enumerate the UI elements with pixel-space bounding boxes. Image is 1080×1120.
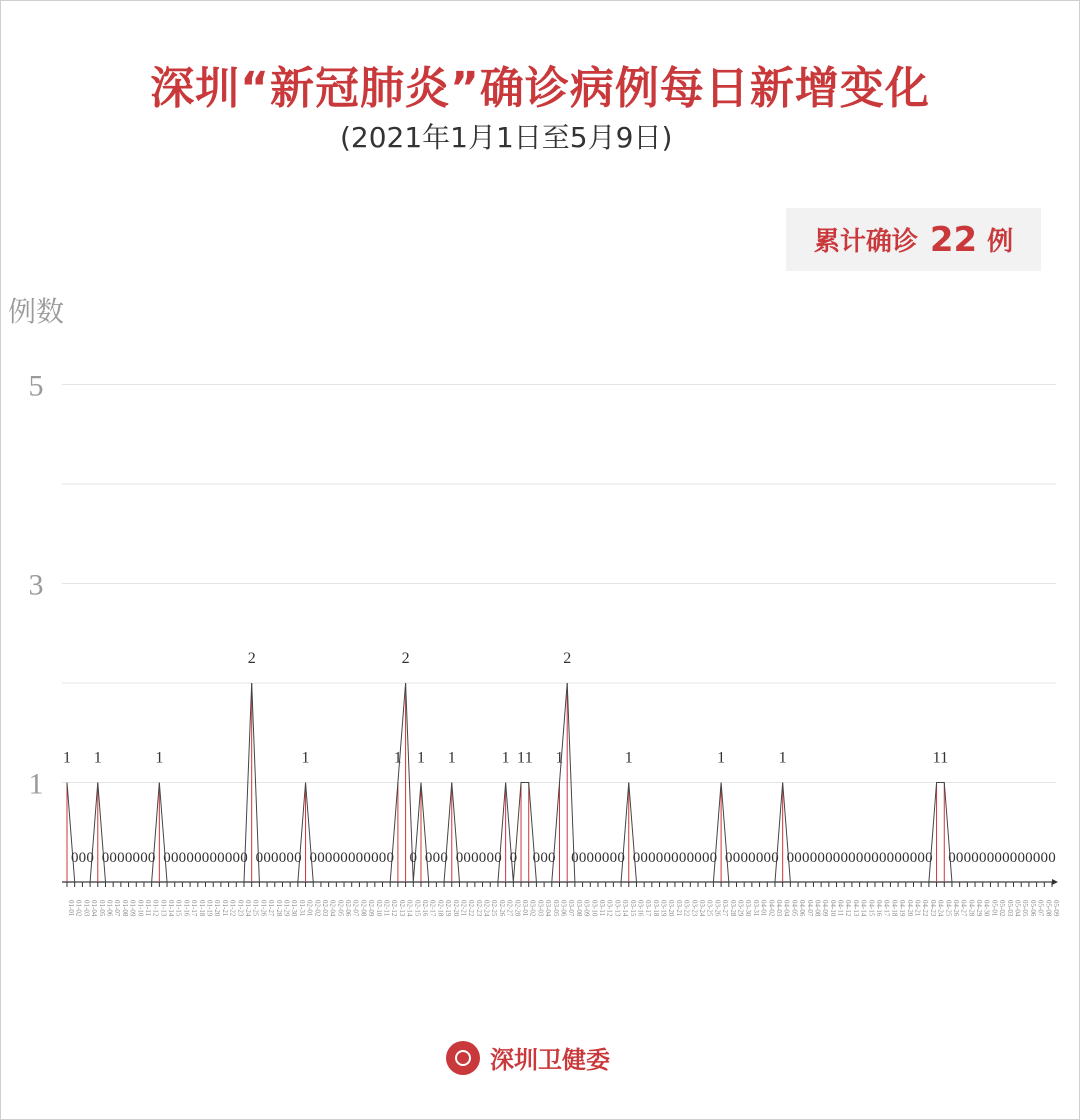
x-tick-label: 04-30: [982, 900, 991, 917]
data-label: 0: [809, 850, 818, 866]
x-tick-label: 03-16: [636, 900, 645, 917]
x-tick-label: 02-01: [305, 900, 314, 917]
data-label: 0: [886, 850, 895, 866]
x-tick-label: 01-21: [220, 900, 229, 917]
health-commission-logo-icon: [446, 1041, 480, 1075]
data-label: 0: [378, 850, 387, 866]
x-tick-label: 01-12: [151, 900, 160, 917]
x-tick-label: 05-03: [1005, 900, 1014, 917]
x-tick-label: 01-09: [128, 900, 137, 917]
x-tick-label: 04-01: [759, 900, 768, 917]
x-tick-label: 04-05: [790, 900, 799, 917]
x-tick-label: 05-07: [1036, 900, 1045, 917]
data-label: 1: [93, 749, 102, 767]
x-tick-label: 04-10: [828, 900, 837, 917]
data-label: 0: [1048, 850, 1056, 866]
x-tick-label: 05-01: [990, 900, 999, 917]
x-tick-label: 04-11: [836, 900, 845, 917]
data-label: 0: [671, 850, 679, 866]
data-label: 0: [532, 850, 541, 866]
data-label: 0: [725, 850, 733, 866]
data-label: 0: [740, 850, 748, 866]
x-tick-label: 05-08: [1044, 900, 1053, 917]
x-tick-label: 03-02: [528, 900, 537, 917]
data-label: 0: [294, 850, 302, 866]
data-label: 0: [324, 850, 333, 866]
data-label: 0: [478, 850, 487, 866]
x-tick-label: 02-15: [413, 900, 422, 917]
x-tick-label: 03-01: [521, 900, 530, 917]
data-label: 0: [1002, 850, 1010, 866]
data-label: 0: [678, 850, 687, 866]
x-tick-label: 05-06: [1028, 900, 1037, 917]
x-tick-label: 04-12: [844, 900, 853, 917]
data-label: 0: [147, 850, 156, 866]
data-label: 1: [63, 749, 71, 767]
x-tick-label: 03-23: [690, 900, 699, 917]
x-tick-label: 01-10: [136, 900, 145, 917]
x-tick-label: 04-23: [928, 900, 937, 917]
x-tick-label: 03-21: [674, 900, 683, 917]
data-label: 0: [771, 850, 779, 866]
data-label: 0: [286, 850, 294, 866]
x-tick-label: 03-19: [659, 900, 668, 917]
x-tick-label: 04-24: [936, 900, 945, 917]
data-label: 0: [894, 850, 902, 866]
x-tick-label: 01-07: [113, 900, 122, 917]
data-label: 0: [732, 850, 741, 866]
x-tick-label: 04-27: [959, 900, 968, 917]
x-tick-label: 01-26: [259, 900, 268, 917]
data-label: 0: [909, 850, 918, 866]
x-tick-label: 02-12: [390, 900, 399, 917]
chart-subtitle: (2021年1月1日至5月9日): [340, 121, 673, 154]
data-label: 0: [586, 850, 595, 866]
data-label: 0: [332, 850, 341, 866]
data-label: 1: [940, 749, 949, 767]
data-label: 0: [594, 850, 602, 866]
x-tick-label: 02-03: [320, 900, 329, 917]
x-tick-label: 02-16: [420, 900, 429, 917]
data-label: 0: [663, 850, 671, 866]
data-label: 0: [494, 850, 502, 866]
data-label: 1: [393, 749, 402, 767]
x-tick-label: 03-03: [536, 900, 545, 917]
data-label: 0: [486, 850, 494, 866]
y-tick-label: 1: [28, 767, 44, 801]
data-label: 0: [1009, 850, 1018, 866]
data-label: 0: [132, 850, 141, 866]
x-tick-label: 03-30: [744, 900, 753, 917]
data-label: 0: [878, 850, 887, 866]
x-tick-label: 04-28: [967, 900, 976, 917]
x-tick-label: 02-09: [367, 900, 376, 917]
cumulative-total-unit: 例: [987, 227, 1014, 257]
data-label: 0: [540, 850, 548, 866]
x-tick-label: 02-22: [467, 900, 476, 917]
data-label: 0: [232, 850, 241, 866]
data-label: 0: [309, 850, 317, 866]
x-tick-label: 01-29: [282, 900, 291, 917]
data-label: 0: [955, 850, 964, 866]
x-tick-label: 04-25: [944, 900, 953, 917]
data-label: 0: [255, 850, 264, 866]
x-tick-label: 01-20: [213, 900, 222, 917]
x-tick-label: 04-14: [859, 900, 868, 917]
x-tick-label: 01-19: [205, 900, 214, 917]
x-tick-label: 01-13: [159, 900, 168, 917]
data-label: 0: [347, 850, 356, 866]
y-axis-label: 例数: [8, 295, 65, 328]
x-axis-arrow: [1052, 879, 1058, 885]
data-label: 0: [209, 850, 217, 866]
data-label: 0: [424, 850, 433, 866]
x-tick-label: 04-09: [821, 900, 830, 917]
data-label: 0: [194, 850, 202, 866]
x-tick-label: 03-26: [713, 900, 722, 917]
x-tick-label: 03-24: [698, 900, 707, 917]
data-label: 0: [186, 850, 194, 866]
x-tick-label: 05-02: [998, 900, 1007, 917]
data-label: 1: [501, 749, 510, 767]
data-label: 0: [686, 850, 695, 866]
x-tick-label: 04-29: [975, 900, 984, 917]
x-tick-label: 01-03: [82, 900, 91, 917]
data-label: 0: [571, 850, 579, 866]
data-label: 0: [455, 850, 464, 866]
data-label: 0: [1040, 850, 1049, 866]
data-label: 0: [917, 850, 925, 866]
x-tick-label: 01-28: [274, 900, 283, 917]
data-label: 0: [601, 850, 610, 866]
x-tick-label: 01-24: [243, 900, 252, 917]
x-tick-label: 04-15: [867, 900, 876, 917]
x-tick-label: 01-08: [120, 900, 129, 917]
data-label: 0: [440, 850, 448, 866]
x-tick-label: 02-24: [482, 900, 491, 917]
data-label: 0: [763, 850, 772, 866]
data-label: 0: [617, 850, 625, 866]
x-tick-label: 02-07: [351, 900, 360, 917]
daily-cases-chart: [0, 330, 1080, 990]
x-tick-label: 04-06: [798, 900, 807, 917]
data-label: 0: [340, 850, 348, 866]
cumulative-total-badge: [786, 208, 1041, 271]
data-label: 0: [548, 850, 556, 866]
data-label: 0: [848, 850, 856, 866]
data-label: 0: [355, 850, 364, 866]
x-tick-label: 02-14: [405, 900, 414, 917]
x-tick-label: 04-04: [782, 900, 791, 917]
data-label: 0: [124, 850, 133, 866]
data-label: 0: [648, 850, 656, 866]
data-label: 0: [855, 850, 864, 866]
x-tick-label: 04-02: [767, 900, 776, 917]
data-label: 0: [994, 850, 1002, 866]
data-label: 0: [117, 850, 125, 866]
x-tick-label: 03-04: [544, 900, 553, 917]
x-tick-label: 03-20: [667, 900, 676, 917]
data-label: 0: [871, 850, 879, 866]
data-label: 0: [655, 850, 664, 866]
data-label: 0: [1025, 850, 1033, 866]
x-tick-label: 03-08: [574, 900, 583, 917]
x-tick-label: 01-01: [67, 900, 75, 917]
x-tick-label: 01-23: [236, 900, 245, 917]
data-label: 0: [817, 850, 825, 866]
x-tick-label: 05-09: [1052, 900, 1060, 917]
data-label: 0: [832, 850, 841, 866]
x-tick-label: 01-02: [74, 900, 83, 917]
data-label: 1: [517, 749, 526, 767]
x-tick-label: 04-26: [951, 900, 960, 917]
x-tick-label: 02-27: [505, 900, 514, 917]
data-label: 0: [986, 850, 995, 866]
data-label: 0: [632, 850, 641, 866]
data-label: 0: [925, 850, 933, 866]
data-label: 1: [624, 749, 633, 767]
x-tick-label: 04-18: [890, 900, 899, 917]
x-tick-label: 02-26: [497, 900, 506, 917]
x-tick-label: 03-27: [721, 900, 730, 917]
x-tick-label: 01-22: [228, 900, 237, 917]
x-tick-label: 03-31: [751, 900, 760, 917]
data-label: 0: [101, 850, 110, 866]
x-tick-label: 03-29: [736, 900, 745, 917]
data-label: 0: [70, 850, 79, 866]
x-tick-label: 01-30: [290, 900, 299, 917]
data-label: 0: [78, 850, 87, 866]
data-label: 0: [109, 850, 117, 866]
data-label: 0: [578, 850, 587, 866]
data-label: 0: [794, 850, 802, 866]
data-label: 1: [717, 749, 726, 767]
data-label: 0: [471, 850, 479, 866]
data-label: 1: [555, 749, 564, 767]
data-label: 0: [163, 850, 171, 866]
x-tick-label: 02-28: [513, 900, 522, 917]
data-label: 0: [432, 850, 441, 866]
x-tick-label: 04-19: [898, 900, 907, 917]
x-tick-label: 02-21: [459, 900, 468, 917]
x-tick-label: 04-21: [913, 900, 922, 917]
x-tick-label: 01-14: [167, 900, 176, 917]
data-label: 0: [386, 850, 394, 866]
x-tick-label: 02-11: [382, 900, 391, 917]
data-label: 0: [963, 850, 972, 866]
x-tick-label: 05-05: [1021, 900, 1030, 917]
data-label: 0: [825, 850, 833, 866]
data-label: 0: [271, 850, 279, 866]
data-label: 1: [524, 749, 533, 767]
x-tick-label: 01-25: [251, 900, 260, 917]
data-label: 0: [701, 850, 710, 866]
x-tick-label: 02-05: [336, 900, 345, 917]
x-tick-label: 04-22: [921, 900, 930, 917]
footer-org-name: 深圳卫健委: [490, 1046, 610, 1074]
x-tick-label: 01-31: [297, 900, 306, 917]
data-label: 0: [278, 850, 287, 866]
x-tick-label: 02-25: [490, 900, 499, 917]
data-label: 0: [802, 850, 810, 866]
data-label: 0: [863, 850, 872, 866]
data-label: 0: [371, 850, 379, 866]
x-tick-label: 03-06: [559, 900, 568, 917]
footer-logo: [446, 1040, 610, 1075]
x-tick-label: 02-23: [474, 900, 483, 917]
x-tick-label: 01-27: [267, 900, 276, 917]
x-tick-label: 01-17: [190, 900, 199, 917]
x-tick-label: 03-18: [651, 900, 660, 917]
data-label: 0: [263, 850, 271, 866]
x-tick-label: 02-04: [328, 900, 337, 917]
x-tick-label: 02-08: [359, 900, 368, 917]
x-tick-label: 04-08: [813, 900, 822, 917]
data-label: 0: [748, 850, 756, 866]
data-label: 0: [709, 850, 718, 866]
data-label: 2: [563, 650, 572, 667]
data-label: 0: [201, 850, 210, 866]
x-tick-label: 03-12: [605, 900, 614, 917]
x-tick-label: 03-07: [567, 900, 576, 917]
data-label: 0: [609, 850, 618, 866]
data-label: 2: [401, 650, 410, 667]
x-tick-label: 04-13: [851, 900, 860, 917]
data-label: 1: [447, 749, 456, 767]
data-label: 0: [317, 850, 325, 866]
x-tick-label: 02-20: [451, 900, 460, 917]
x-tick-label: 02-19: [444, 900, 453, 917]
x-tick-label: 03-14: [621, 900, 630, 917]
x-tick-label: 01-04: [90, 900, 99, 917]
x-tick-label: 04-03: [774, 900, 783, 917]
data-label: 0: [86, 850, 94, 866]
data-label: 0: [170, 850, 179, 866]
data-label: 0: [948, 850, 956, 866]
x-tick-label: 03-28: [728, 900, 737, 917]
cumulative-total-value: 22: [929, 219, 978, 260]
data-label: 0: [509, 850, 518, 866]
data-label: 2: [247, 650, 256, 667]
data-label: 0: [786, 850, 795, 866]
data-label: 0: [640, 850, 648, 866]
x-tick-label: 03-25: [705, 900, 714, 917]
x-tick-label: 02-18: [436, 900, 445, 917]
data-label: 0: [409, 850, 418, 866]
chart-title: 深圳“新冠肺炎”确诊病例每日新增变化: [150, 63, 930, 114]
data-label: 1: [416, 749, 425, 767]
x-tick-label: 03-15: [628, 900, 637, 917]
data-label: 0: [178, 850, 187, 866]
x-tick-label: 04-07: [805, 900, 814, 917]
x-tick-label: 02-06: [344, 900, 353, 917]
data-label: 0: [1017, 850, 1025, 866]
x-tick-label: 03-13: [613, 900, 622, 917]
data-label: 0: [240, 850, 248, 866]
data-label: 0: [1032, 850, 1041, 866]
x-tick-label: 03-11: [597, 900, 606, 917]
x-tick-label: 03-17: [644, 900, 653, 917]
x-tick-label: 01-15: [174, 900, 183, 917]
y-tick-label: 3: [28, 568, 44, 602]
data-label: 1: [155, 749, 164, 767]
data-label: 0: [978, 850, 987, 866]
x-tick-label: 03-22: [682, 900, 691, 917]
data-label: 0: [463, 850, 471, 866]
data-label: 0: [694, 850, 702, 866]
x-tick-label: 01-05: [97, 900, 106, 917]
x-tick-label: 01-18: [197, 900, 206, 917]
y-tick-label: 5: [28, 369, 44, 403]
data-label: 1: [301, 749, 310, 767]
data-label: 0: [363, 850, 371, 866]
data-label: 0: [902, 850, 910, 866]
data-label: 1: [778, 749, 787, 767]
x-tick-label: 01-06: [105, 900, 114, 917]
x-tick-label: 04-20: [905, 900, 914, 917]
data-label: 0: [140, 850, 148, 866]
x-tick-label: 04-16: [875, 900, 884, 917]
x-tick-label: 01-16: [182, 900, 191, 917]
cumulative-total-label: 累计确诊: [813, 227, 918, 257]
x-tick-label: 03-05: [551, 900, 560, 917]
x-tick-label: 03-10: [590, 900, 599, 917]
x-tick-label: 02-17: [428, 900, 437, 917]
data-label: 0: [755, 850, 764, 866]
x-tick-label: 02-02: [313, 900, 322, 917]
x-tick-label: 05-04: [1013, 900, 1022, 917]
data-label: 1: [932, 749, 941, 767]
x-tick-label: 02-10: [374, 900, 383, 917]
data-label: 0: [840, 850, 848, 866]
x-tick-label: 04-17: [882, 900, 891, 917]
data-label: 0: [224, 850, 233, 866]
x-tick-label: 02-13: [397, 900, 406, 917]
data-label: 0: [971, 850, 979, 866]
x-tick-label: 03-09: [582, 900, 591, 917]
x-tick-label: 01-11: [143, 900, 152, 917]
data-label: 0: [217, 850, 225, 866]
